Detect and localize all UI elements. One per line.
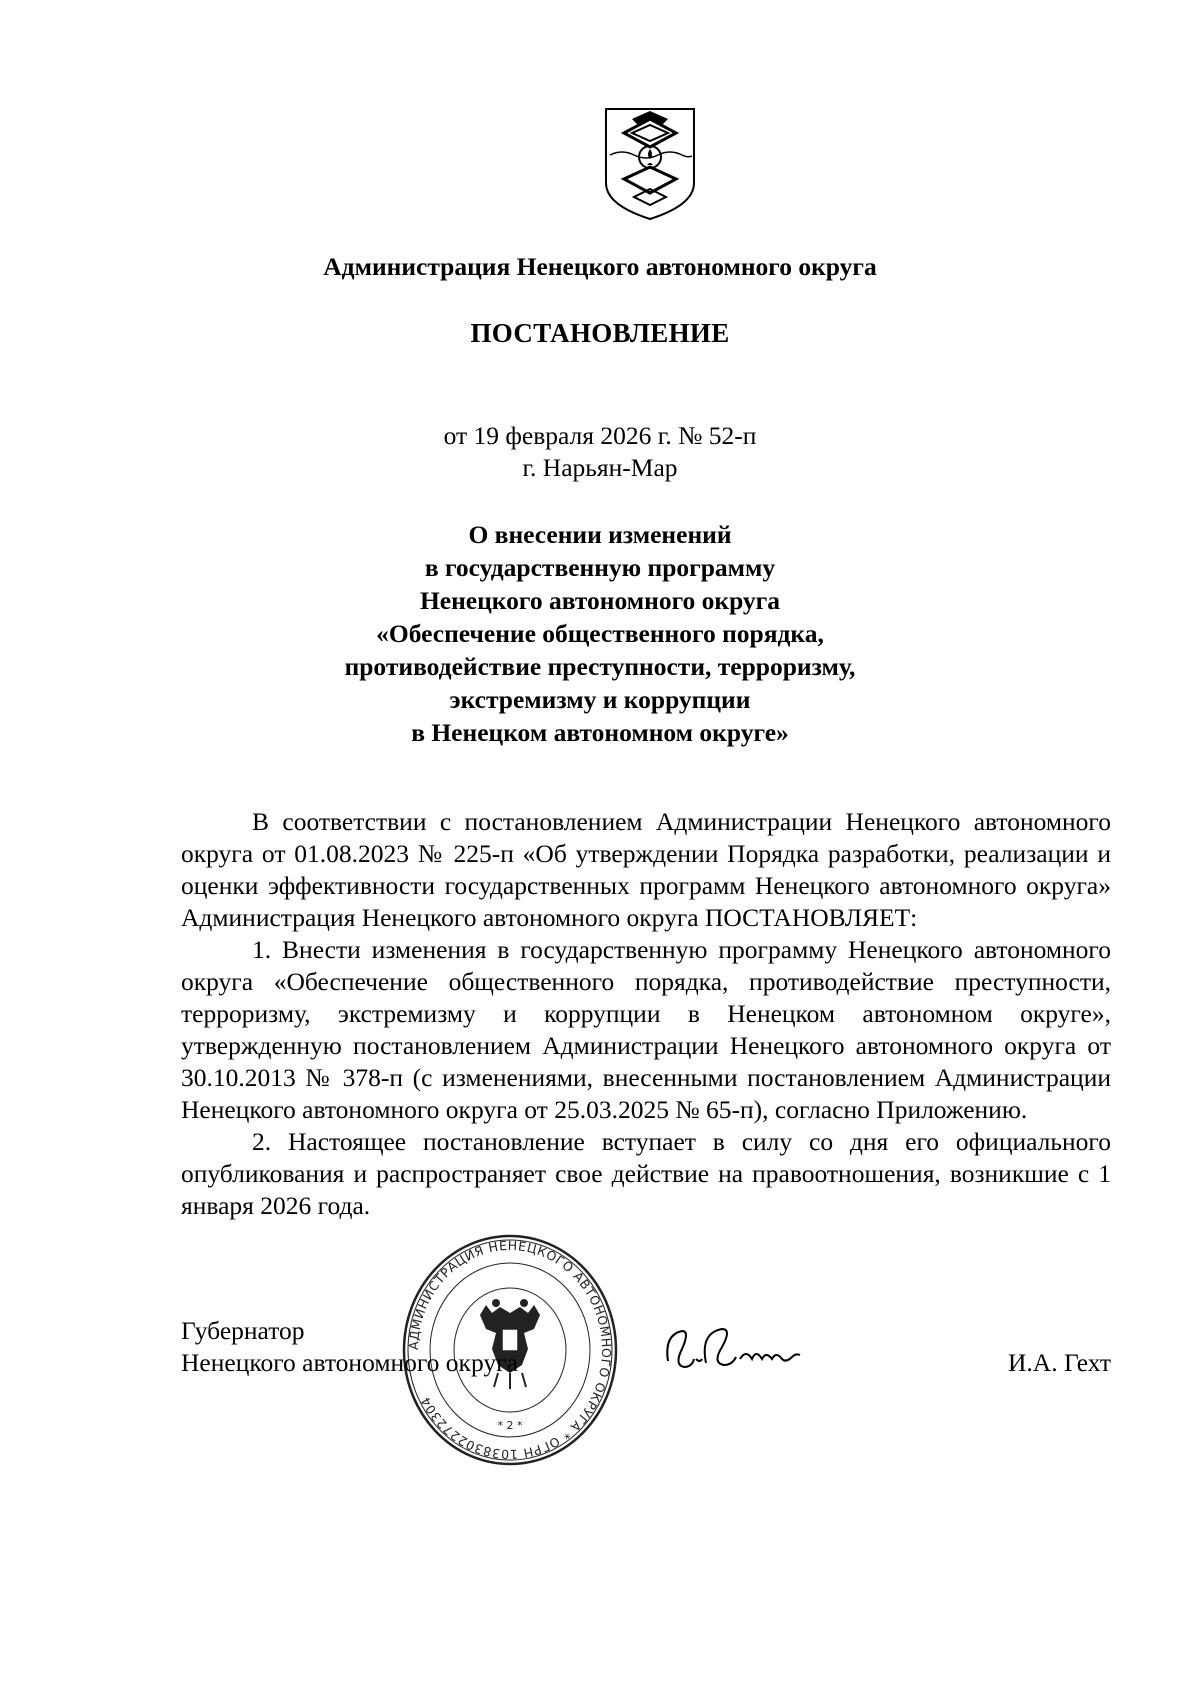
title-line: «Обеспечение общественного порядка, [376, 619, 824, 648]
coat-of-arms-icon [602, 105, 698, 223]
signatory-position-line: Ненецкого автономного округа [181, 1348, 518, 1377]
document-body [181, 806, 1111, 1222]
item-1-paragraph: 1. Внести изменения в государственную программу Ненецкого автономного округа «Обеспечение общественного порядка, противодействие преступности, терроризму, экстремизму и коррупции в Ненецком автономном округе», утвержденную постановлением Администрации Ненецкого автономного округа от 30.10.2013 № 378-п (с изменениями, внесенными постановлением Администрации Ненецкого автономного округа от 25.03.2025 № 65-п), согласно Приложению. [181, 935, 1111, 1124]
preamble-paragraph: В соответствии с постановлением Администрации Ненецкого автономного округа от 01.08.2023 № 225-п «Об утверждении Порядка разработки, реализации и оценки эффективности государственных программ Ненецкого автономного округа» Администрация Ненецкого автономного округа ПОСТАНОВЛЯЕТ: [181, 807, 1111, 932]
handwritten-signature [660, 1315, 810, 1385]
signatory-position [181, 1315, 518, 1379]
title-line: противодействие преступности, терроризму, [344, 652, 856, 681]
title-line: в Ненецком автономном округе» [411, 718, 789, 747]
seal-outer-text: АДМИНИСТРАЦИЯ НЕНЕЦКОГО АВТОНОМНОГО ОКРУГА * ОГРН 1038302272304 [405, 1237, 615, 1463]
date-and-number: от 19 февраля 2026 г. № 52-п [443, 421, 757, 450]
title-line: О внесении изменений [468, 520, 732, 549]
organization-name: Администрация Ненецкого автономного округа [323, 252, 877, 281]
title-line: экстремизму и коррупции [449, 685, 751, 714]
title-line: в государственную программу [424, 553, 776, 582]
city: г. Нарьян-Мар [522, 453, 678, 482]
item-2-paragraph: 2. Настоящее постановление вступает в силу со дня его официального опубликования и распространяет свое действие на правоотношения, возникшие с 1 января 2026 года. [181, 1127, 1111, 1220]
signatory-name: И.А. Гехт [1008, 1348, 1111, 1377]
document-meta [0, 420, 1200, 484]
svg-text:* 2 *: * 2 * [497, 1419, 523, 1432]
document-title [0, 518, 1200, 749]
title-line: Ненецкого автономного округа [419, 586, 781, 615]
signatory-position-line: Губернатор [181, 1316, 305, 1345]
document-type: ПОСТАНОВЛЕНИЕ [470, 318, 730, 348]
